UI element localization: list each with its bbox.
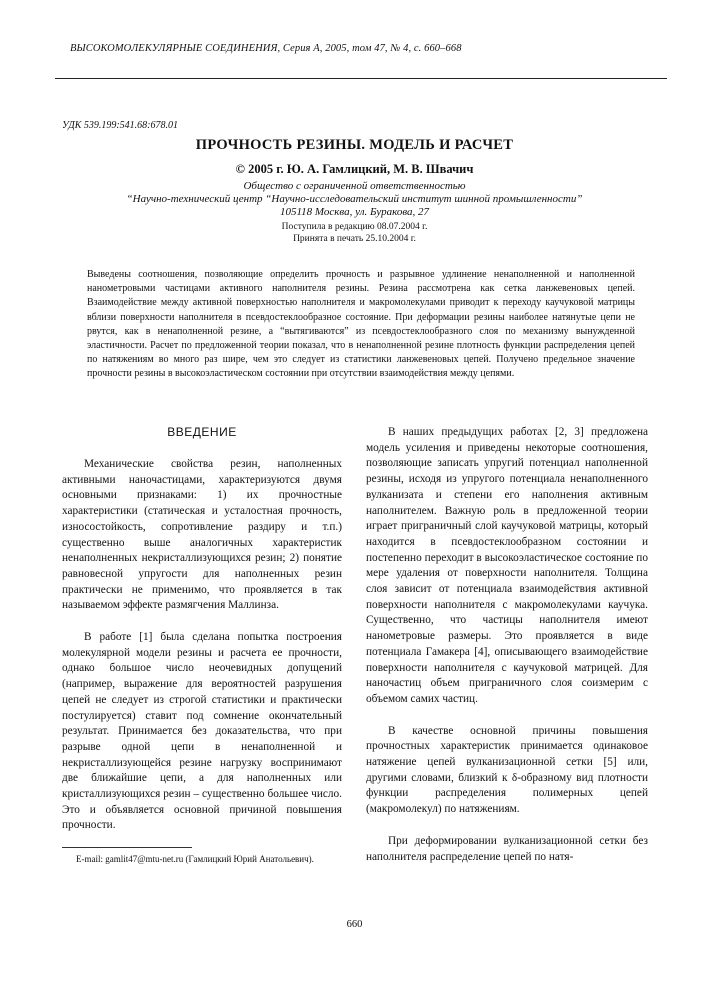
journal-header: ВЫСОКОМОЛЕКУЛЯРНЫЕ СОЕДИНЕНИЯ, Серия А, 2005, том 47, № 4, с. 660–668 (70, 43, 462, 54)
page-number: 660 (346, 919, 363, 930)
affiliation-line-1: Общество с ограниченной ответственностью (243, 180, 466, 192)
accepted-date: Принята в печать 25.10.2004 г. (293, 234, 416, 244)
right-column (366, 425, 648, 881)
left-paragraph-1: Механические свойства резин, наполненных активными наночастицами, характеризуются двумя основными признаками: 1) их прочностные характеристики (статическая и усталостная прочность, износостойкость, сопротивление раздиру и т.п.) существенно выше аналогичных характеристик ненаполненных некристаллизующихся резин; 2) понятие равновесной упругости для наполненных резин практически не применимо, что проявляется в так называемом эффекте размягчения Маллинза. (62, 458, 342, 612)
affiliation-line-3: 105118 Москва, ул. Буракова, 27 (279, 206, 430, 218)
right-paragraph-3: При деформировании вулканизационной сетки без наполнителя распределение цепей по натя- (366, 834, 648, 863)
abstract: Выведены соотношения, позволяющие определить прочность и разрывное удлинение ненаполненной и наполненной нанометровыми частицами активного наполнителя резины. Резина рассмотрена как сетка ланжевеновых цепей. Взаимодействие между активной поверхностью наполнителя и макромолекулами приводит к переходу каучуковой матрицы вблизи поверхности наполнителя в псевдостеклообразное состояние. При деформации резины наиболее натянутые цепи не рвутся, как в ненаполненной резине, а “вытягиваются” из псевдостеклообразного слоя по механизму вынужденной эластичности. Расчет по предложенной теории показал, что в ненаполненной резине плотность функции распределения цепей по натяжениям во много раз шире, чем это следует из статистики ланжевеновых цепей. Получено предельное значение прочности резины в высокоэластическом состоянии при отсутствии взаимодействия между цепями. (87, 269, 635, 380)
left-paragraph-2: В работе [1] была сделана попытка построения молекулярной модели резины и расчета ее прочности, однако большое число неочевидных допущений (например, выражение для вероятностей разрушения цепей не следует из строгой статистики и практически постулируется) ставит под сомнение окончательный результат. Принимается без доказательства, что при разрыве одной цепи в ненаполненной и некристаллизующейся резине нагрузку воспринимают две ближайшие цепи, а для наполненных или кристаллизующихся резин – существенно большее число. Это и объявляется основной причиной повышения прочности. (62, 631, 342, 832)
left-column (62, 425, 342, 850)
right-paragraph-2: В качестве основной причины повышения прочностных характеристик принимается одинаковое натяжение цепей вулканизационной сетки [5] или, другими словами, близкий к δ-образному вид плотности функции распределения полимерных цепей (макромолекул) по натяжениям. (366, 724, 648, 816)
received-date: Поступила в редакцию 08.07.2004 г. (281, 222, 428, 232)
affiliation-line-2: “Научно-технический центр “Научно-исследовательский институт шинной промышленности” (126, 193, 583, 205)
udk-code: УДК 539.199:541.68:678.01 (62, 120, 178, 131)
header-rule (55, 78, 667, 79)
footnote: E-mail: gamlit47@mtu-net.ru (Гамлицкий Юрий Анатольевич). (76, 854, 314, 864)
section-heading: ВВЕДЕНИЕ (167, 425, 237, 439)
footnote-rule (62, 847, 192, 848)
article-title: ПРОЧНОСТЬ РЕЗИНЫ. МОДЕЛЬ И РАСЧЕТ (195, 137, 514, 153)
authors: © 2005 г. Ю. А. Гамлицкий, М. В. Швачич (235, 162, 474, 176)
right-paragraph-1: В наших предыдущих работах [2, 3] предложена модель усиления и приведены некоторые соотношения, позволяющие записать упругий потенциал наполненной резины, исходя из упругого потенциала ненаполненного вулканизата и степени его наполнения активным наполнителем. Важную роль в предложенной теории играет приграничный слой каучуковой матрицы, который находится в псевдостеклообразном состоянии и постепенно переходит в высокоэластическое состояние по мере удаления от поверхности наполнителя. Толщина слоя зависит от потенциала взаимодействия активной поверхности наполнителя с макромолекулами каучука. Существенно, что частицы наполнителя имеют нанометровые размеры. Это проявляется в виде потенциала Гамакера [4], описывающего взаимодействие поверхности наполнителя с каучуковой матрицей. Для наночастиц объем приграничного слоя соизмерим с объемом самих частиц. (366, 426, 648, 705)
